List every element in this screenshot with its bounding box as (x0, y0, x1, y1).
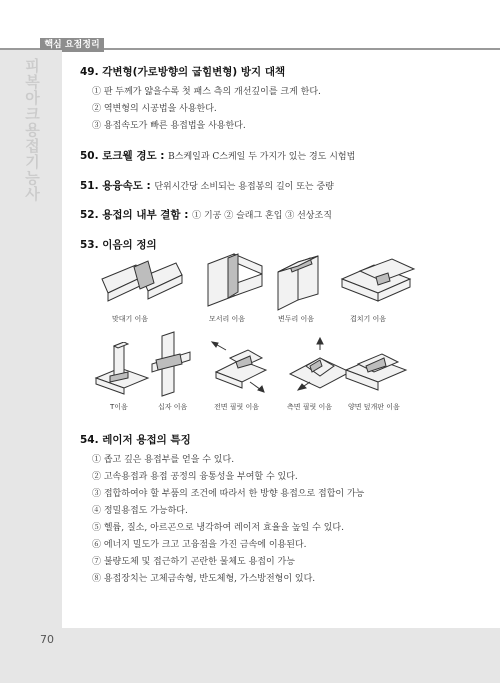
front-fillet-joint-figure (206, 336, 276, 398)
section-50-title: 50. 로크웰 경도 : (80, 150, 165, 162)
lap-joint-figure (338, 255, 418, 311)
caption-t-joint: T이음 (110, 403, 128, 411)
caption-corner-joint: 모서리 이음 (209, 315, 246, 323)
edge-joint-figure (268, 252, 338, 312)
section-50-text: B스케일과 C스케일 두 가지가 있는 경도 시험법 (168, 152, 356, 162)
s49-item-1: ① 판 두께가 얇을수록 첫 패스 측의 개선깊이를 크게 한다. (92, 87, 321, 97)
section-53-title: 53. 이음의 정의 (80, 239, 157, 251)
butt-joint-figure (96, 255, 188, 313)
section-51-title: 51. 용융속도 : (80, 180, 151, 192)
section-54-title: 54. 레이저 용접의 특징 (80, 434, 191, 446)
page-number: 70 (40, 633, 54, 646)
caption-butt-joint: 맞대기 이음 (112, 315, 149, 323)
caption-cruciform-joint: 십자 이음 (158, 403, 188, 411)
section-51 (80, 178, 334, 193)
corner-joint-figure (200, 252, 270, 312)
caption-edge-joint: 변두리 이음 (278, 315, 315, 323)
s54-item-6: ⑥ 에너지 밀도가 크고 고융점을 가진 금속에 이용된다. (92, 540, 307, 550)
section-52-title: 52. 용접의 내부 결함 : (80, 209, 189, 221)
footer-band (0, 628, 500, 683)
section-52-text: ① 기공 ② 슬래그 혼입 ③ 선상조직 (192, 211, 332, 221)
s54-item-4: ④ 정밀용접도 가능하다. (92, 506, 188, 516)
header-tab: 핵심 요점정리 (40, 38, 104, 52)
double-strap-joint-figure (344, 340, 410, 398)
s54-item-8: ⑧ 용접장치는 고체금속형, 반도체형, 가스방전형이 있다. (92, 574, 316, 584)
s54-item-7: ⑦ 불량도체 및 접근하기 곤란한 물체도 용접이 가능 (92, 557, 295, 567)
cruciform-joint-figure (150, 330, 192, 398)
s54-item-2: ② 고속용접과 용접 공정의 융통성을 부여할 수 있다. (92, 472, 298, 482)
s54-item-5: ⑤ 헬륨, 질소, 아르곤으로 냉각하여 레이저 효율을 높일 수 있다. (92, 523, 344, 533)
t-joint-figure (94, 342, 150, 398)
section-51-text: 단위시간당 소비되는 용접봉의 길이 또는 중량 (154, 182, 334, 192)
caption-front-fillet-joint: 전면 필릿 이음 (214, 403, 260, 411)
caption-lap-joint: 겹치기 이음 (350, 315, 387, 323)
s49-item-3: ③ 용접속도가 빠른 용접법을 사용한다. (92, 121, 246, 131)
side-title: 피복아크용접기능사 (23, 58, 41, 202)
section-49-title: 49. 각변형(가로방향의 굽힘변형) 방지 대책 (80, 66, 286, 78)
section-52 (80, 207, 332, 222)
caption-double-strap-joint: 양면 덮개판 이음 (348, 403, 400, 411)
section-50 (80, 148, 355, 163)
caption-side-fillet-joint: 측면 필릿 이음 (287, 403, 333, 411)
s54-item-1: ① 좁고 깊은 용접부를 얻을 수 있다. (92, 455, 235, 465)
s54-item-3: ③ 접합하여야 할 부품의 조건에 따라서 한 방향 용접으로 접합이 가능 (92, 489, 365, 499)
s49-item-2: ② 역변형의 시공법을 사용한다. (92, 104, 217, 114)
